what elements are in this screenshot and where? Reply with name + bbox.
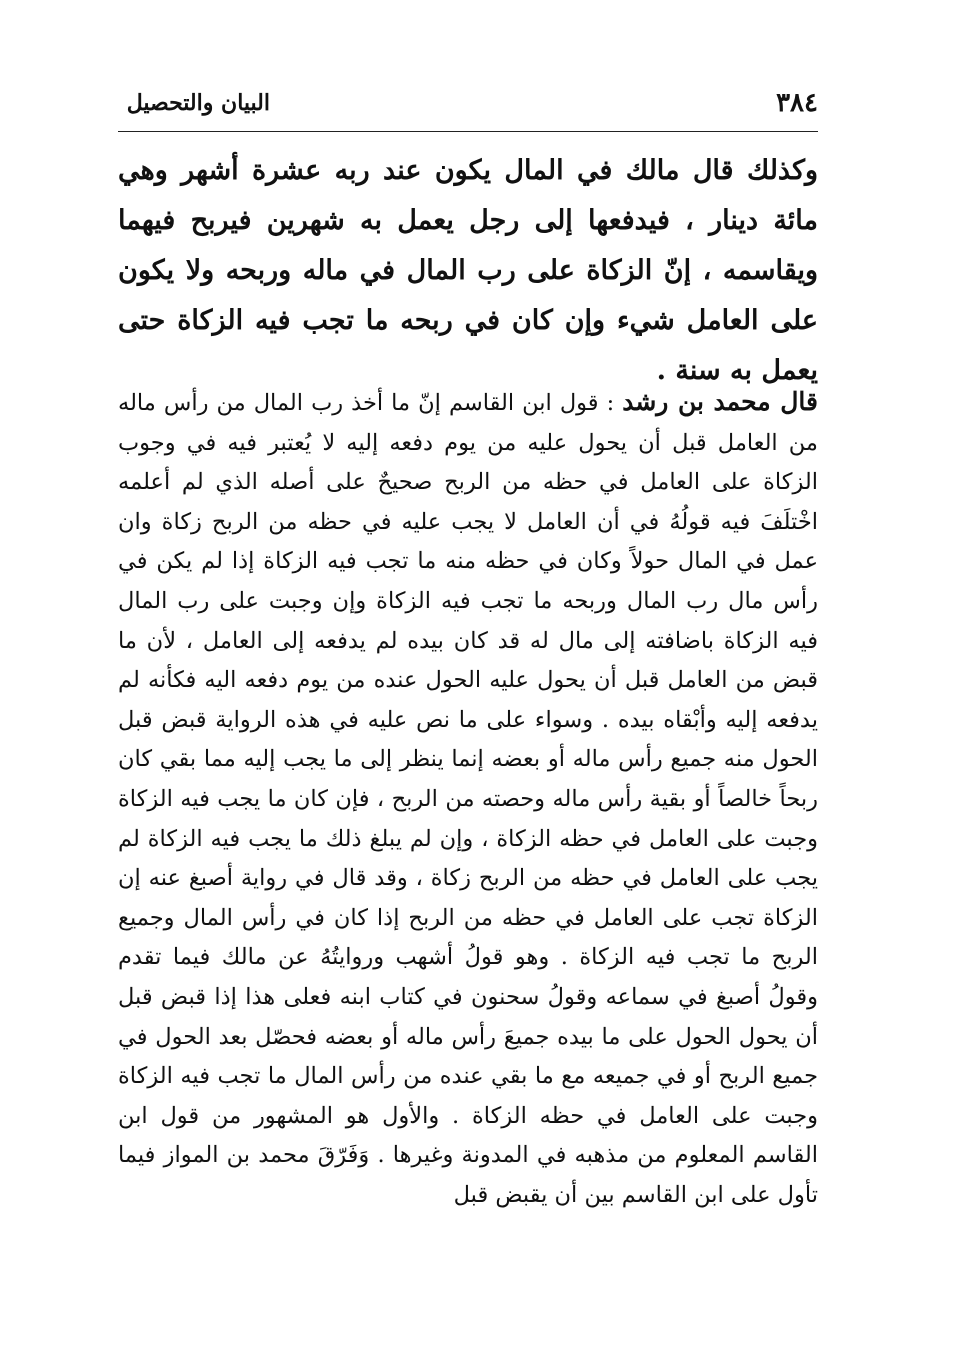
header-divider: [118, 131, 818, 132]
commentary-text: قول ابن القاسم إنّ ما أخذ رب المال من رأس ماله من العامل قبل أن يحول عليه من يوم دفعه إليه لا يُعتبر فيه في وجوب الزكاة على العامل في حظه من الربح صحيحٌ على أصله الذي لم أعلمه اخْتلَفَ فيه قولُهُ في أن العامل لا يجب عليه في حظه من الربح زكاة وان عمل في المال حولاً وكان في حظه منه ما تجب فيه الزكاة إذا لم يكن في رأس مال رب المال وربحه ما تجب فيه الزكاة وإن وجبت على رب المال فيه الزكاة باضافته إلى مال له قد كان بيده لم يدفعه إلى العامل ، لأن ما قبض من العامل قبل أن يحول عليه الحول عنده من يوم دفعه اليه فكأنه لم يدفعه إليه وأبْقاه بيده . وسواء على ما نص عليه في هذه الرواية قبض قبل الحول منه جميع رأس ماله أو بعضه إنما ينظر إلى ما يجب إليه مما بقي كان ربحاً خالصاً أو بقية رأس ماله وحصته من الربح ، فإن كان ما يجب فيه الزكاة وجبت على العامل في حظه الزكاة ، وإن لم يبلغ ذلك ما يجب فيه الزكاة لم يجب على العامل في حظه من الربح زكاة ، وقد قال في رواية أصبغ عنه إن الزكاة تجب على العامل في حظه من الربح إذا كان في رأس المال وجميع الربح ما تجب فيه الزكاة . وهو قولُ أشهب وروايتُهُ عن مالك فيما تقدم وقولُ أصبغ في سماعه وقولُ سحنون في كتاب ابنه فعلى هذا إذا قبض قبل أن يحول الحول على ما بيده جميعَ رأس ماله أو بعضه فحصّل بعد الحول في جميع الربح أو في جميعه مع ما بقي عنده من رأس المال ما تجب فيه الزكاة وجبت على العامل في حظه الزكاة . والأول هو المشهور من قول ابن القاسم المعلوم من مذهبه في المدونة وغيرها . وَفَرّقَ محمد بن المواز فيما تأول على ابن القاسم بين أن يقبض قبل: [118, 390, 818, 1208]
page-number: ٣٨٤: [776, 88, 818, 118]
book-title: البيان والتحصيل: [126, 90, 270, 116]
main-text-paragraph: وكذلك قال مالك في المال يكون عند ربه عشرة أشهر وهي مائة دينار ، فيدفعها إلى رجل يعمل به شهرين فيربح فيهما ويقاسمه ، إنّ الزكاة على رب المال في ماله وربحه ولا يكون على العامل شيء وإن كان في ربحه ما تجب فيه الزكاة حتى يعمل به سنة .: [118, 155, 818, 386]
speaker-separator: :: [598, 390, 623, 416]
commentary-paragraph: [118, 382, 818, 1215]
commentary-speaker: قال محمد بن رشد: [622, 387, 818, 416]
running-header: [118, 86, 818, 126]
